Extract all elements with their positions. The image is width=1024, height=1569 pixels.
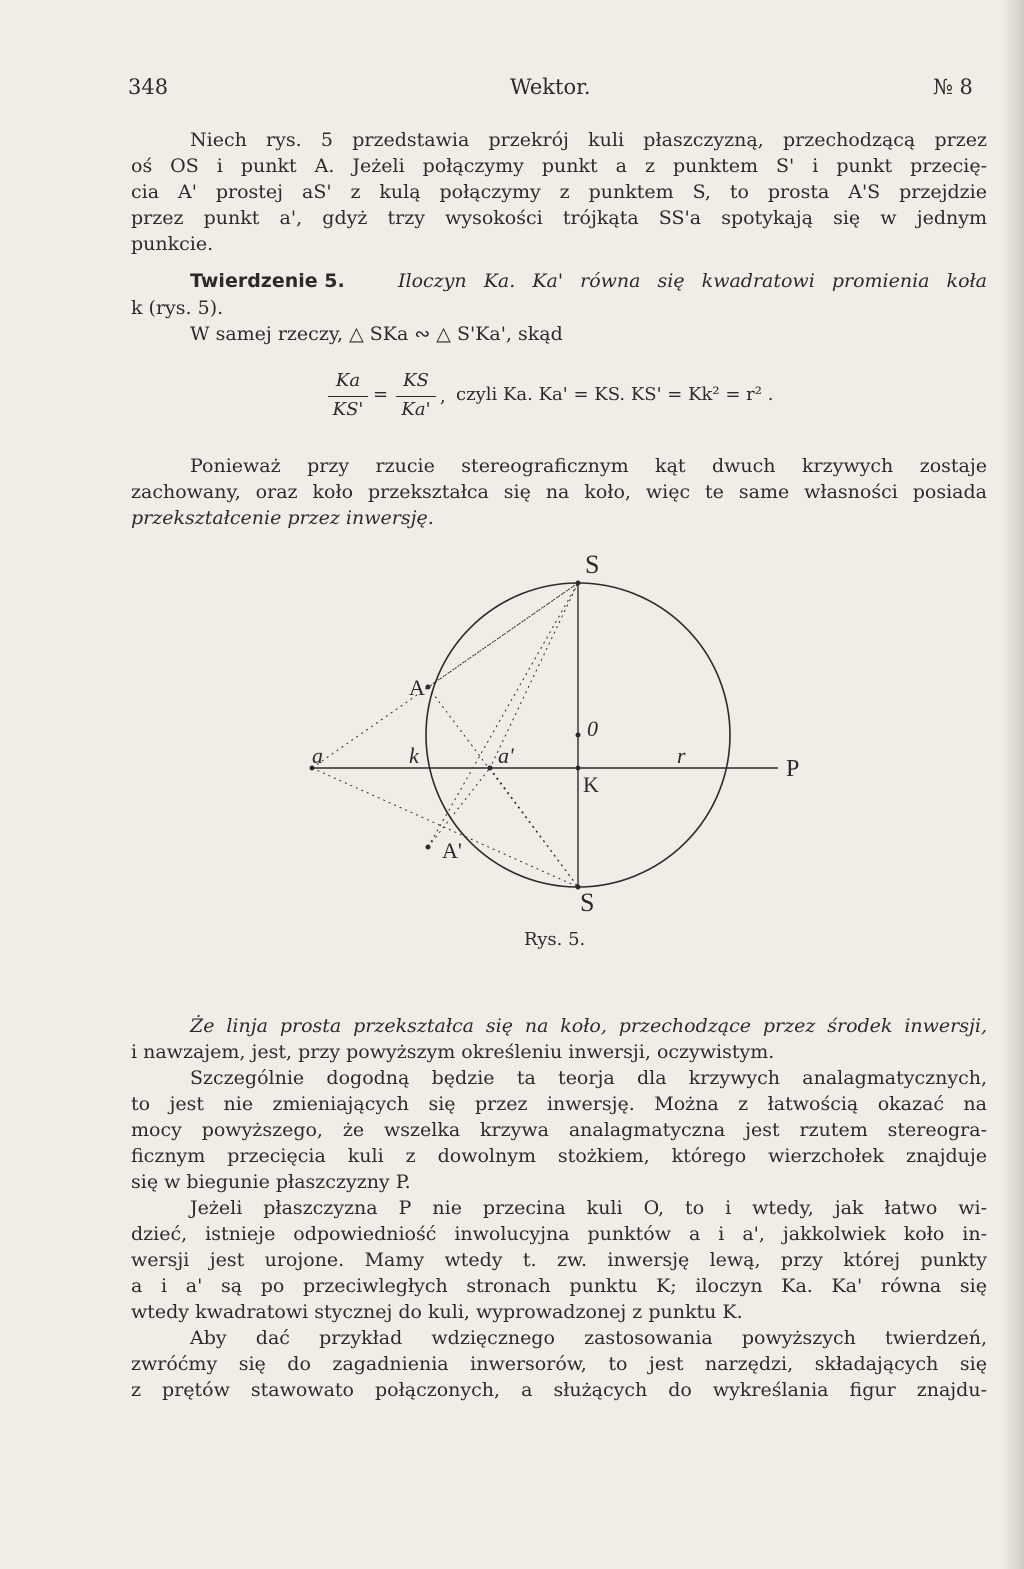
text-line: Aby dać przykład wdzięcznego zastosowania powyższych twierdzeń, <box>190 1327 987 1349</box>
journal-title: Wektor. <box>510 75 591 99</box>
text-line: ficznym przecięcia kuli z dowolnym stożkiem, którego wierzchołek znajduje <box>131 1145 987 1167</box>
point-K <box>576 766 581 771</box>
text-line: to jest nie zmieniających się przez inwersję. Można z łatwością okazać na <box>131 1093 987 1115</box>
text-line: Jeżeli płaszczyzna P nie przecina kuli O, to i wtedy, jak łatwo wi- <box>190 1197 987 1219</box>
text-line: wtedy kwadratowi stycznej do kuli, wyprowadzonej z punktu K. <box>131 1301 743 1323</box>
text-line: Niech rys. 5 przedstawia przekrój kuli płaszczyzną, przechodzącą przez <box>190 129 987 151</box>
point-A <box>426 685 431 690</box>
theorem-label: Twierdzenie 5. <box>190 270 345 292</box>
text-line: z prętów stawowato połączonych, a służących do wykreślania figur znajdu- <box>131 1379 987 1401</box>
text-line: przekształcenie przez inwersję. <box>131 507 434 529</box>
text-line: dzieć, istnieje odpowiedniość inwolucyjna punktów a i a', jakkolwiek koło in- <box>131 1223 987 1245</box>
label-k: k <box>409 743 419 768</box>
page-number: 348 <box>128 75 169 99</box>
label-A-prime: A' <box>442 838 462 863</box>
label-P: P <box>786 756 800 782</box>
text-line: Że linja prosta przekształca się na koło, przechodzące przez środek inwersji, <box>190 1015 987 1037</box>
point-S-top <box>576 581 581 586</box>
label-r: r <box>677 743 686 768</box>
point-O <box>576 733 581 738</box>
label-a: a <box>312 743 323 768</box>
theorem-text: Iloczyn Ka. Ka' równa się kwadratowi promienia koła <box>398 270 987 292</box>
dotted-line <box>428 583 578 847</box>
issue-number: № 8 <box>933 75 973 99</box>
label-K: K <box>583 772 599 797</box>
text-line: punkcie. <box>131 233 214 255</box>
label-S-bottom: S <box>580 888 595 917</box>
label-S-top: S <box>585 550 600 579</box>
fraction1-numerator: Ka <box>335 370 361 391</box>
text-line: zachowany, oraz koło przekształca się na koło, więc te same własności posiada <box>131 481 987 503</box>
text-line: i nawzajem, jest, przy powyższym określeniu inwersji, oczywistym. <box>131 1041 775 1063</box>
label-O: 0 <box>587 716 598 741</box>
text-line: Ponieważ przy rzucie stereograficznym kąt dwuch krzywych zostaje <box>190 455 987 477</box>
text-line: zwróćmy się do zagadnienia inwersorów, to jest narzędzi, składających się <box>131 1353 987 1375</box>
fraction2-denominator: Ka' <box>401 399 431 420</box>
dotted-line <box>428 768 490 847</box>
text-line: a i a' są po przeciwległych stronach punktu K; iloczyn Ka. Ka' równa się <box>131 1275 987 1297</box>
equals-sign: = <box>373 384 389 405</box>
fraction2-bar <box>396 396 436 397</box>
fraction1-bar <box>328 396 368 397</box>
fraction1-denominator: KS' <box>332 399 364 420</box>
text-line: mocy powyższego, że wszelka krzywa analagmatyczna jest rzutem stereogra- <box>131 1119 987 1141</box>
dotted-line <box>312 768 578 887</box>
proof-line: W samej rzeczy, △ SKa ∾ △ S'Ka', skąd <box>190 323 563 345</box>
figure-caption: Rys. 5. <box>524 929 586 950</box>
dotted-line <box>490 583 578 768</box>
point-A-prime <box>426 845 431 850</box>
label-a-prime: a' <box>498 743 514 768</box>
text-line: wersji jest urojone. Mamy wtedy t. zw. inwersję lewą, przy której punkty <box>131 1249 987 1271</box>
text-line: cia A' prostej aS' z kulą połączymy z punktem S, to prosta A'S przejdzie <box>131 181 987 203</box>
text-line: się w biegunie płaszczyzny P. <box>131 1171 411 1193</box>
text-line: oś OS i punkt A. Jeżeli połączymy punkt a z punktem S' i punkt przecię- <box>131 155 987 177</box>
formula-comma: , <box>440 386 446 407</box>
fraction2-numerator: KS <box>403 370 429 391</box>
label-A: A <box>409 675 425 700</box>
text-line: przez punkt a', gdyż trzy wysokości trójkąta SS'a spotykają się w jednym <box>131 207 987 229</box>
point-a-prime <box>488 766 493 771</box>
text-line: Szczególnie dogodną będzie ta teorja dla krzywych analagmatycznych, <box>190 1067 987 1089</box>
formula-tail: czyli Ka. Ka' = KS. KS' = Kk² = r² . <box>456 384 774 405</box>
theorem-text-continued: k (rys. 5). <box>131 297 224 319</box>
